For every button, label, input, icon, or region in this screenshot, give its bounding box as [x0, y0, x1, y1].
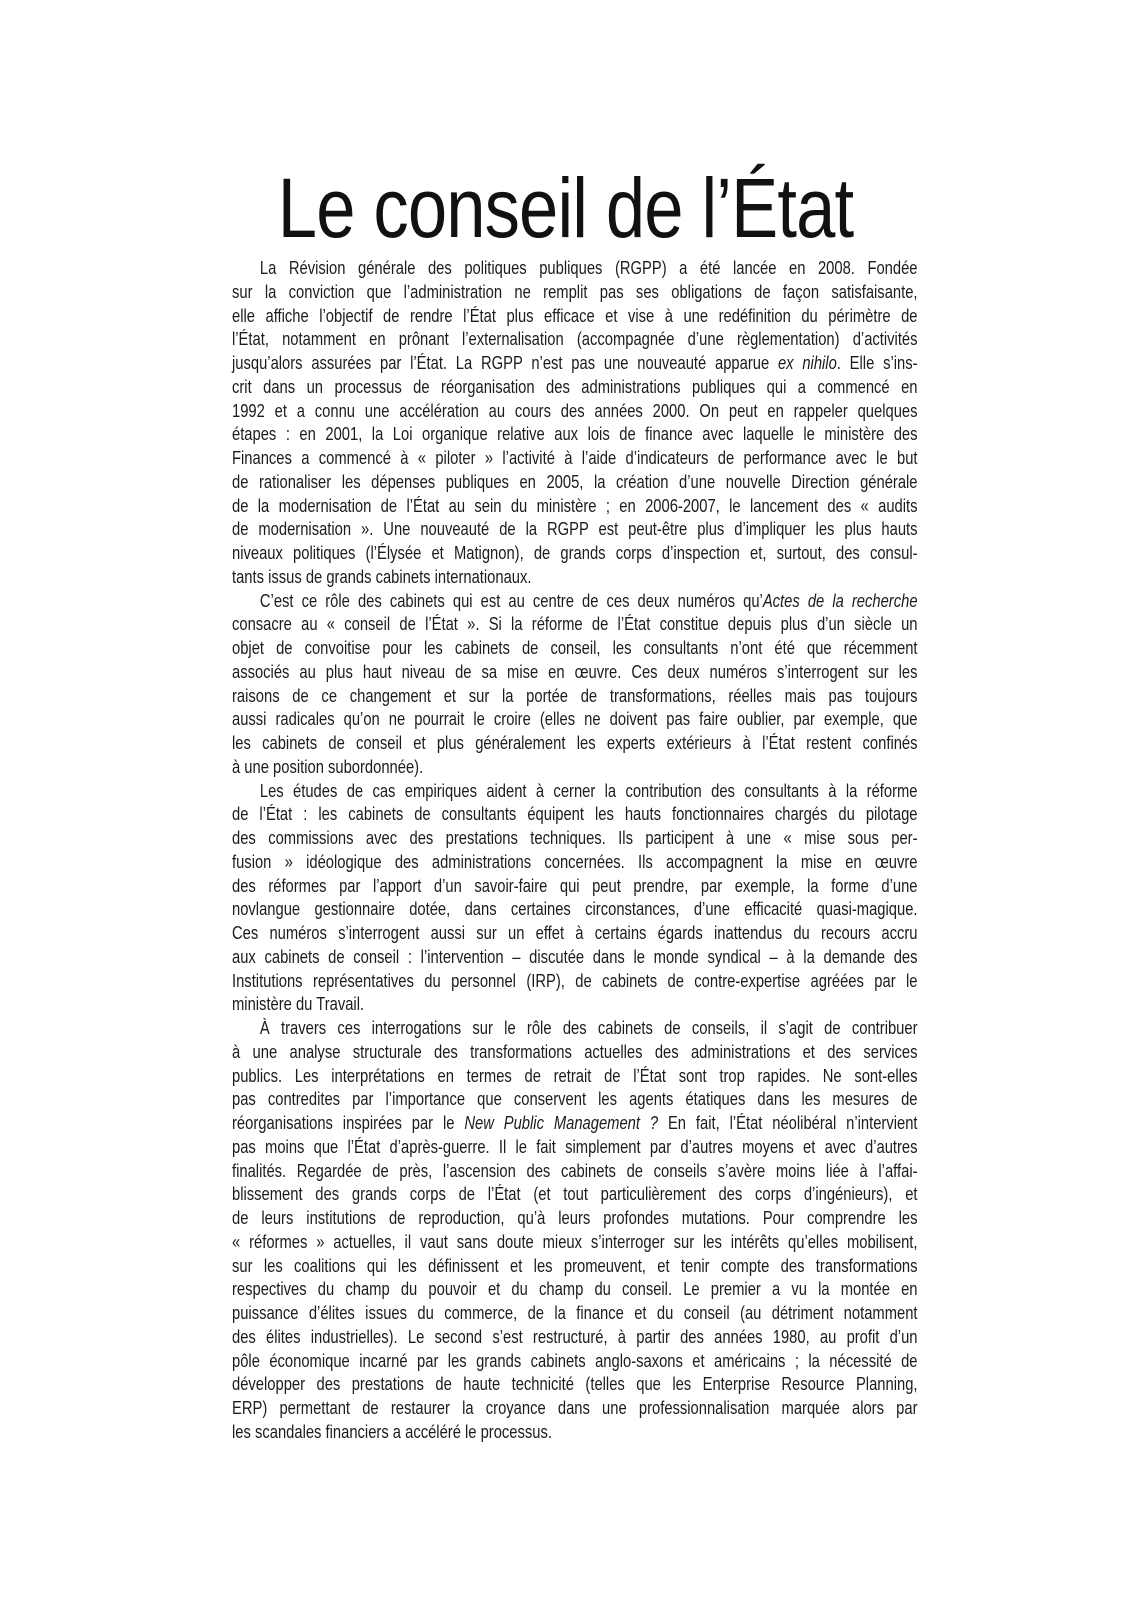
text-line — [232, 257, 918, 281]
text-line — [232, 732, 918, 756]
text-line — [232, 851, 918, 875]
text-line — [232, 1088, 918, 1112]
text-line — [232, 1065, 918, 1089]
text-line — [232, 590, 918, 614]
text-line — [232, 946, 918, 970]
text-segment: de modernisation ». Une nouveauté de la RGPP est peut-être plus d’impliquer les plus hauts — [232, 519, 918, 540]
text-segment: développer des prestations de haute technicité (telles que les Enterprise Resource Planning, — [232, 1374, 918, 1395]
text-segment: de leurs institutions de reproduction, qu’à leurs profondes mutations. Pour comprendre les — [232, 1208, 918, 1228]
text-segment: objet de convoitise pour les cabinets de conseil, les consultants n’ont été que récemment — [232, 638, 918, 658]
text-segment: des réformes par l’apport d’un savoir-faire qui peut prendre, par exemple, la forme d’une — [232, 875, 918, 896]
page-title-text: Le conseil de l’État — [278, 161, 854, 256]
text-segment: les scandales financiers a accéléré le processus. — [232, 1421, 552, 1442]
text-line — [232, 1136, 918, 1160]
text-line — [232, 685, 918, 709]
text-line — [232, 922, 918, 946]
text-line — [232, 471, 918, 495]
text-segment: novlangue gestionnaire dotée, dans certaines circonstances, d’une efficacité quasi-magique. — [232, 899, 918, 920]
text-segment: aussi radicales qu’on ne pourrait le croire (elles ne doivent pas faire oublier, par exemple, que — [232, 709, 918, 730]
text-line — [232, 281, 918, 305]
text-line — [232, 898, 918, 922]
text-segment: En fait, l’État néolibéral n’intervient — [658, 1113, 918, 1133]
text-line — [232, 305, 918, 329]
text-segment: C’est ce rôle des cabinets qui est au centre de ces deux numéros qu’ — [259, 590, 763, 611]
text-segment: Institutions représentatives du personnel (IRP), de cabinets de contre-expertise agréées par le — [232, 970, 918, 991]
text-line — [232, 1278, 918, 1302]
text-segment: pas moins que l’État d’après-guerre. Il le fait simplement par d’autres moyens et avec d’autres — [232, 1136, 918, 1157]
text-segment: pas contredites par l’importance que conservent les agents étatiques dans les mesures de — [232, 1089, 918, 1110]
text-segment: . Elle s’ins- — [836, 353, 918, 373]
text-line — [232, 1255, 918, 1279]
text-segment: de rationaliser les dépenses publiques en 2005, la création d’une nouvelle Direction générale — [232, 471, 918, 492]
text-line — [232, 1183, 918, 1207]
text-line — [232, 875, 918, 899]
text-line — [232, 708, 918, 732]
text-segment: à une analyse structurale des transformations actuelles des administrations et des services — [232, 1041, 918, 1062]
text-segment: ERP) permettant de restaurer la croyance dans une professionnalisation marquée alors par — [232, 1398, 918, 1418]
text-line — [232, 803, 918, 827]
text-segment: aux cabinets de conseil : l’intervention – discutée dans le monde syndical – à la demande des — [232, 946, 918, 967]
text-segment: des commissions avec des prestations techniques. Ils participent à une « mise sous per- — [232, 828, 918, 848]
text-line — [232, 756, 918, 780]
text-segment: fusion » idéologique des administrations concernées. Ils accompagnent la mise en œuvre — [232, 851, 918, 872]
italic-text: ex nihilo — [777, 353, 837, 373]
text-line — [232, 1397, 918, 1421]
text-line — [232, 400, 918, 424]
text-segment: elle affiche l’objectif de rendre l’État plus efficace et vise à une redéfinition du périmètre de — [232, 305, 918, 326]
text-segment: crit dans un processus de réorganisation des administrations publiques qui a commencé en — [232, 376, 918, 397]
text-segment: puissance d’élites issues du commerce, de la finance et du conseil (au détriment notamment — [232, 1303, 918, 1323]
page-title — [0, 161, 1132, 256]
paragraph — [232, 257, 918, 590]
text-segment: de l’État : les cabinets de consultants équipent les hauts fonctionnaires chargés du pilotage — [232, 804, 918, 825]
text-segment: finalités. Regardée de près, l’ascension des cabinets de conseils s’avère moins liée à l’affai- — [232, 1160, 918, 1181]
text-line — [232, 518, 918, 542]
text-segment: À travers ces interrogations sur le rôle des cabinets de conseils, il s’agit de contribuer — [259, 1018, 918, 1038]
text-line — [232, 1231, 918, 1255]
text-line — [232, 780, 918, 804]
text-segment: « réformes » actuelles, il vaut sans doute mieux s’interroger sur les intérêts qu’elles mobilisent, — [232, 1231, 918, 1252]
text-line — [232, 637, 918, 661]
text-segment: respectives du champ du pouvoir et du champ du conseil. Le premier a vu la montée en — [232, 1279, 918, 1300]
text-line — [232, 423, 918, 447]
text-line — [232, 447, 918, 471]
text-segment: consacre au « conseil de l’État ». Si la réforme de l’État constitue depuis plus d’un siècle un — [232, 614, 918, 635]
text-line — [232, 993, 918, 1017]
text-line — [232, 661, 918, 685]
paragraph — [232, 590, 918, 780]
text-segment: à une position subordonnée). — [232, 756, 424, 777]
text-line — [232, 1350, 918, 1374]
text-line — [232, 566, 918, 590]
italic-text: Actes de la recherche — [762, 590, 918, 611]
text-segment: jusqu’alors assurées par l’État. La RGPP n’est pas une nouveauté apparue — [232, 353, 778, 373]
text-line — [232, 1112, 918, 1136]
text-line — [232, 495, 918, 519]
paragraph — [232, 780, 918, 1018]
text-segment: associés au plus haut niveau de sa mise en œuvre. Ces deux numéros s’interrogent sur les — [232, 661, 918, 682]
text-segment: 1992 et a connu une accélération au cours des années 2000. On peut en rappeler quelques — [232, 400, 918, 421]
text-segment: Finances a commencé à « piloter » l’activité à l’aide d’indicateurs de performance avec le but — [232, 448, 918, 468]
text-line — [232, 970, 918, 994]
text-segment: les cabinets de conseil et plus généralement les experts extérieurs à l’État restent confinés — [232, 733, 918, 753]
paragraph — [232, 1017, 918, 1445]
text-line — [232, 1421, 918, 1445]
text-segment: sur la conviction que l’administration ne remplit pas ses obligations de façon satisfaisante, — [232, 281, 918, 302]
text-segment: de la modernisation de l’État au sein du ministère ; en 2006-2007, le lancement des « audits — [232, 495, 918, 516]
text-line — [232, 827, 918, 851]
text-segment: niveaux politiques (l’Élysée et Matignon), de grands corps d’inspection et, surtout, des consul- — [232, 543, 918, 563]
text-segment: des élites industrielles). Le second s’est restructuré, à partir des années 1980, au profit d’un — [232, 1326, 918, 1347]
text-segment: l’État, notamment en prônant l’externalisation (accompagnée d’une règlementation) d’activités — [232, 329, 918, 350]
text-line — [232, 1302, 918, 1326]
text-segment: tants issus de grands cabinets internationaux. — [232, 566, 532, 587]
text-segment: publics. Les interprétations en termes de retrait de l’État sont trop rapides. Ne sont-elles — [232, 1065, 918, 1086]
text-segment: Les études de cas empiriques aident à cerner la contribution des consultants à la réforme — [259, 780, 918, 801]
text-line — [232, 1160, 918, 1184]
text-segment: Ces numéros s’interrogent aussi sur un effet à certains égards inattendus du recours accru — [232, 923, 918, 943]
text-segment: étapes : en 2001, la Loi organique relative aux lois de finance avec laquelle le ministère des — [232, 424, 918, 445]
text-line — [232, 352, 918, 376]
italic-text: New Public Management ? — [464, 1113, 659, 1133]
text-line — [232, 542, 918, 566]
text-line — [232, 328, 918, 352]
text-line — [232, 1326, 918, 1350]
text-segment: sur les coalitions qui les définissent et les promeuvent, et tenir compte des transformations — [232, 1255, 918, 1276]
text-line — [232, 613, 918, 637]
article-body — [232, 257, 918, 1445]
text-line — [232, 1041, 918, 1065]
text-segment: ministère du Travail. — [232, 994, 365, 1015]
text-line — [232, 1207, 918, 1231]
text-segment: pôle économique incarné par les grands cabinets anglo-saxons et américains ; la nécessité de — [232, 1350, 918, 1371]
text-line — [232, 1017, 918, 1041]
text-segment: blissement des grands corps de l’État (et tout particulièrement des corps d’ingénieurs), et — [232, 1184, 918, 1205]
text-segment: La Révision générale des politiques publiques (RGPP) a été lancée en 2008. Fondée — [259, 258, 918, 278]
text-line — [232, 1373, 918, 1397]
text-segment: réorganisations inspirées par le — [232, 1113, 465, 1133]
text-line — [232, 376, 918, 400]
text-segment: raisons de ce changement et sur la portée de transformations, réelles mais pas toujours — [232, 685, 918, 706]
